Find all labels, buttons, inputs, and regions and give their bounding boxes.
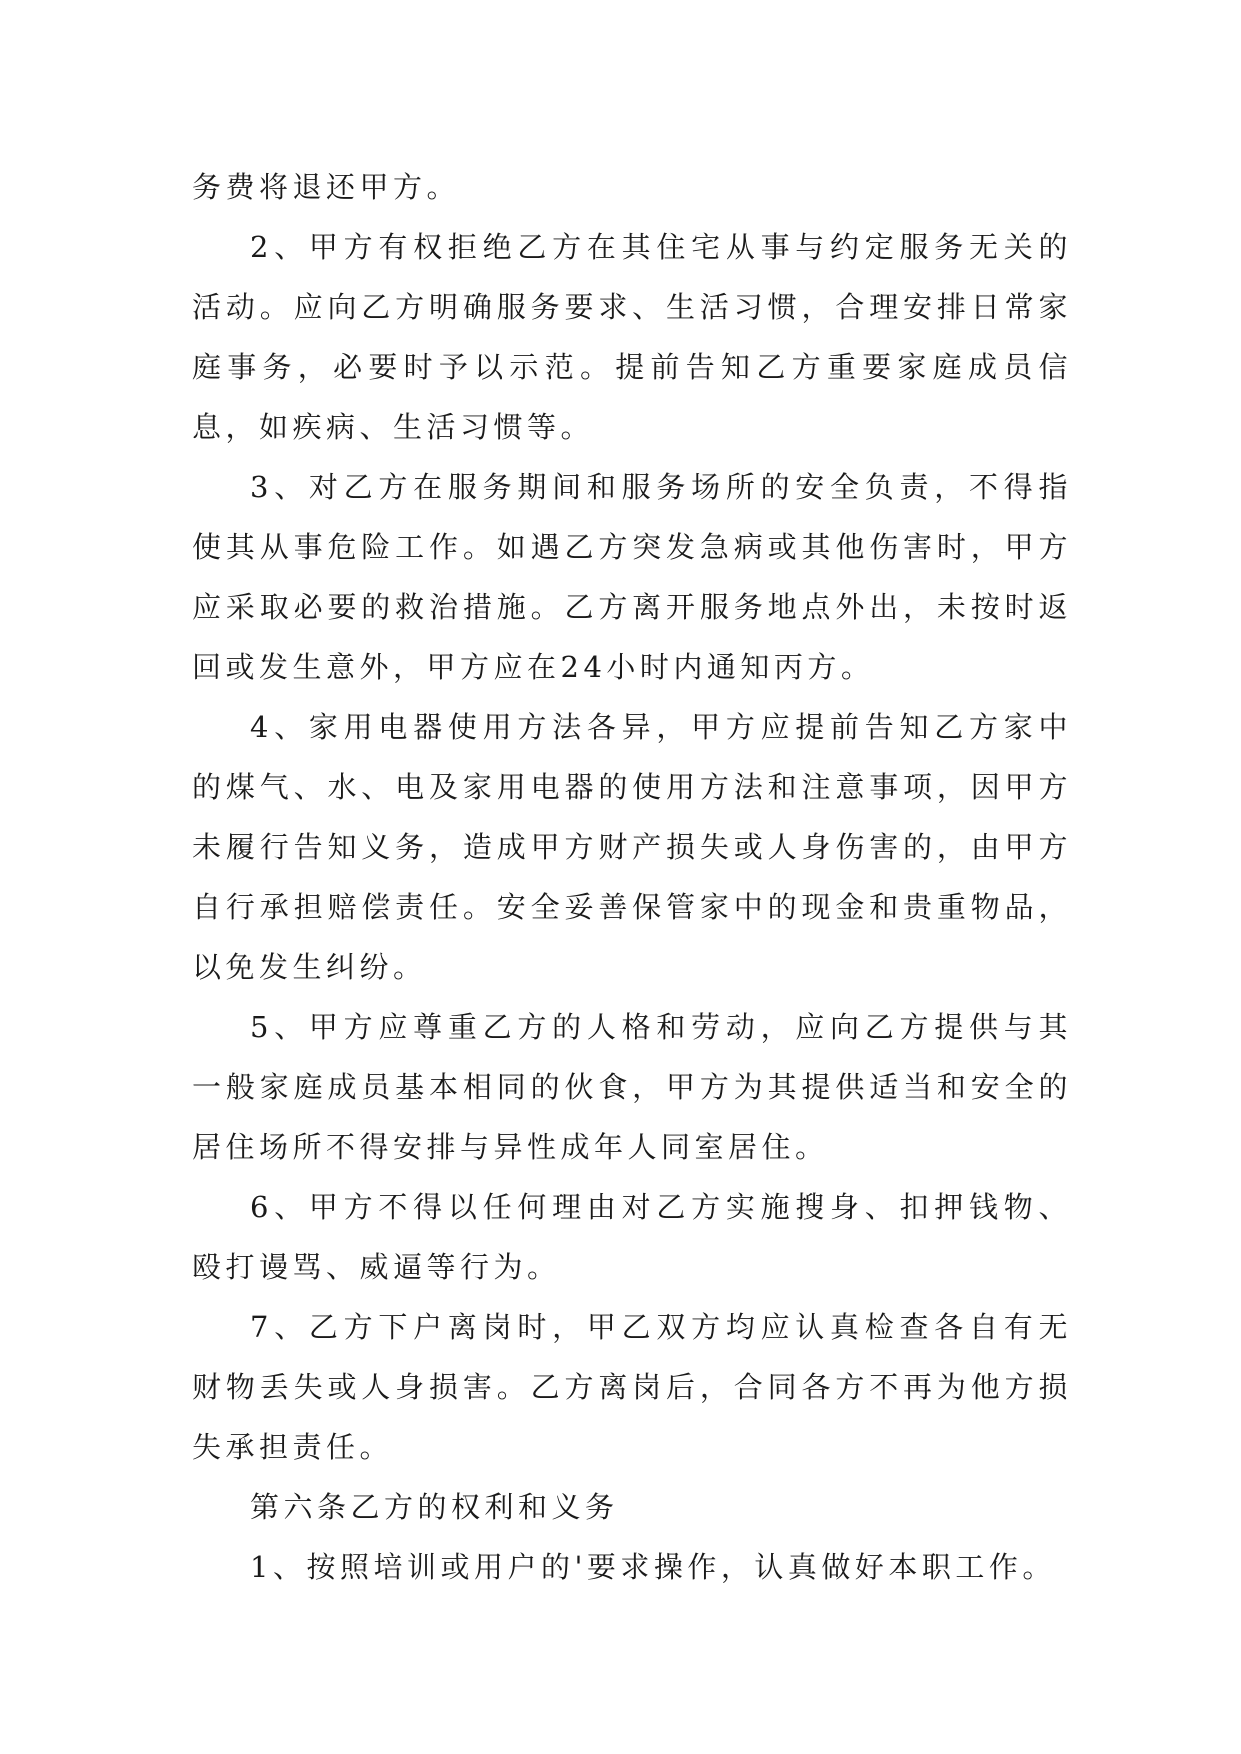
paragraph-clause-2: 2、甲方有权拒绝乙方在其住宅从事与约定服务无关的活动。应向乙方明确服务要求、生活习惯，合理安排日常家庭事务，必要时予以示范。提前告知乙方重要家庭成员信息，如疾病、生活习惯等。 — [192, 230, 1072, 444]
paragraph-clause-7: 7、乙方下户离岗时，甲乙双方均应认真检查各自有无财物丢失或人身损害。乙方离岗后，合同各方不再为他方损失承担责任。 — [192, 1310, 1072, 1464]
paragraph-clause-4: 4、家用电器使用方法各异，甲方应提前告知乙方家中的煤气、水、电及家用电器的使用方法和注意事项，因甲方未履行告知义务，造成甲方财产损失或人身伤害的，由甲方自行承担赔偿责任。安全妥善保管家中的现金和贵重物品，以免发生纠纷。 — [192, 710, 1072, 984]
paragraph-article-6-clause-1: 1、按照培训或用户的'要求操作，认真做好本职工作。 — [250, 1550, 1056, 1584]
paragraph-continuation: 务费将退还甲方。 — [192, 170, 461, 204]
document-body — [192, 157, 1072, 1597]
paragraph-clause-6: 6、甲方不得以任何理由对乙方实施搜身、扣押钱物、殴打谩骂、威逼等行为。 — [192, 1190, 1072, 1284]
paragraph-clause-5: 5、甲方应尊重乙方的人格和劳动，应向乙方提供与其一般家庭成员基本相同的伙食，甲方为其提供适当和安全的居住场所不得安排与异性成年人同室居住。 — [192, 1010, 1072, 1164]
paragraph-clause-3: 3、对乙方在服务期间和服务场所的安全负责，不得指使其从事危险工作。如遇乙方突发急病或其他伤害时，甲方应采取必要的救治措施。乙方离开服务地点外出，未按时返回或发生意外，甲方应在24小时内通知丙方。 — [192, 470, 1072, 684]
section-heading-article-6: 第六条乙方的权利和义务 — [250, 1490, 619, 1524]
